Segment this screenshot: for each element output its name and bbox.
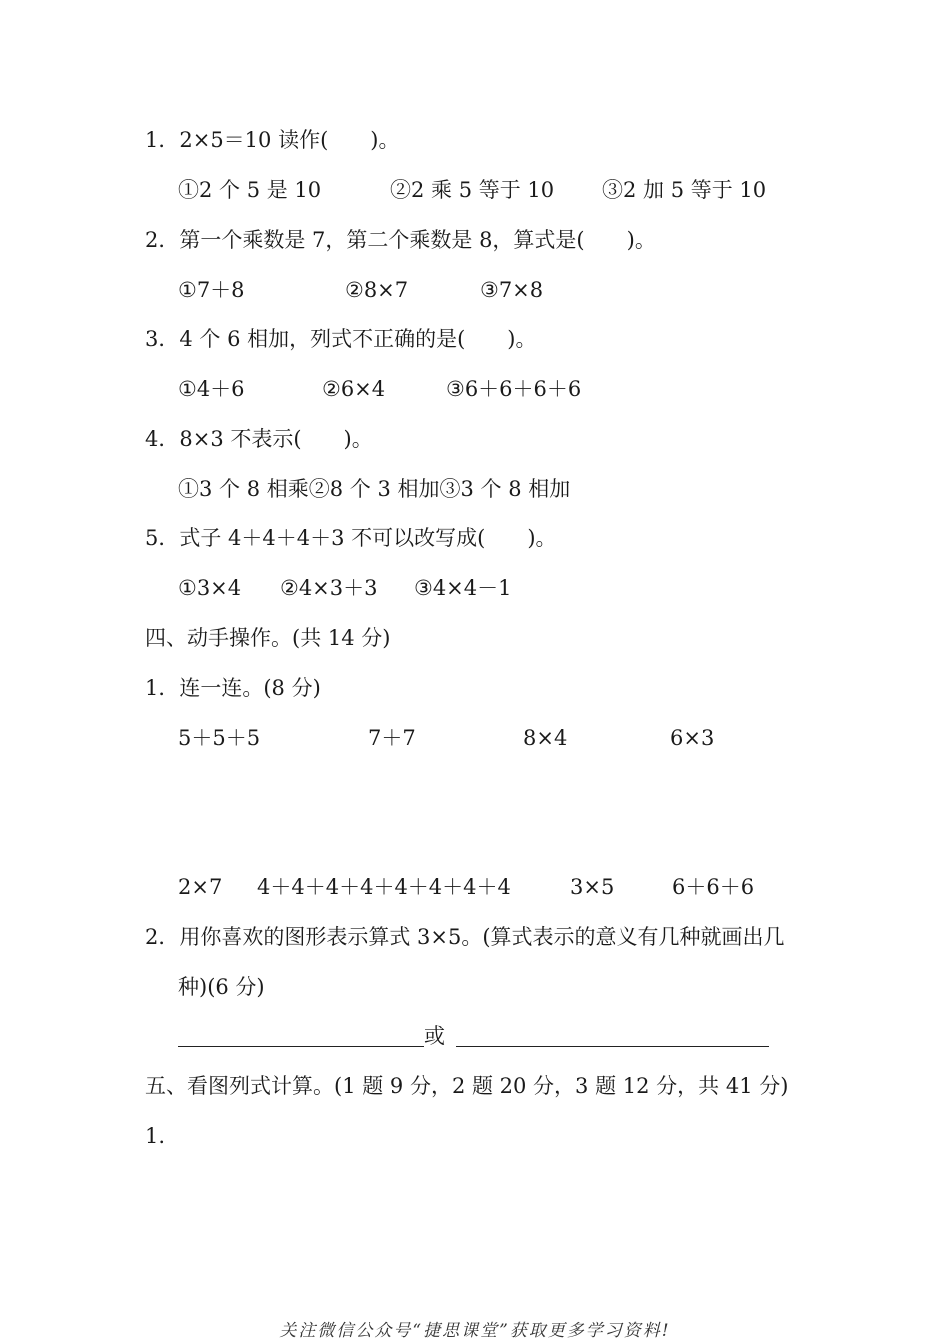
- or-label: 或: [424, 1024, 445, 1048]
- match-top-4[interactable]: 6×3: [670, 726, 715, 750]
- question-2-option-3: ③7×8: [480, 278, 544, 302]
- answer-blank-2[interactable]: [456, 1046, 769, 1047]
- question-3-stem: 3．4 个 6 相加，列式不正确的是( )。: [145, 327, 537, 351]
- question-1-option-3: ③2 加 5 等于 10: [602, 178, 767, 202]
- match-top-2[interactable]: 7＋7: [368, 726, 416, 750]
- section-5-title: 五、看图列式计算。(1 题 9 分，2 题 20 分，3 题 12 分，共 41 分): [145, 1074, 789, 1098]
- match-bottom-1[interactable]: 2×7: [178, 875, 223, 899]
- question-3-option-2: ②6×4: [322, 377, 386, 401]
- question-5-stem: 5．式子 4＋4＋4＋3 不可以改写成( )。: [145, 526, 557, 550]
- question-3-option-1: ①4＋6: [178, 377, 245, 401]
- section-5-q1-label: 1.: [145, 1124, 166, 1148]
- question-2-option-2: ②8×7: [345, 278, 409, 302]
- match-bottom-3[interactable]: 3×5: [570, 875, 615, 899]
- match-bottom-2[interactable]: 4＋4＋4＋4＋4＋4＋4＋4: [257, 875, 511, 899]
- question-1-option-2: ②2 乘 5 等于 10: [390, 178, 555, 202]
- section-4-q2-stem-line2: 种)(6 分): [178, 975, 265, 999]
- question-5-option-2: ②4×3＋3: [280, 576, 378, 600]
- answer-blank-1[interactable]: [178, 1046, 424, 1047]
- question-2-option-1: ①7＋8: [178, 278, 245, 302]
- match-bottom-4[interactable]: 6＋6＋6: [672, 875, 755, 899]
- section-4-q1-stem: 1．连一连。(8 分): [145, 676, 321, 700]
- section-4-q2-stem-line1: 2．用你喜欢的图形表示算式 3×5。(算式表示的意义有几种就画出几: [145, 925, 785, 949]
- question-1-option-1: ①2 个 5 是 10: [178, 178, 322, 202]
- question-2-stem: 2．第一个乘数是 7，第二个乘数是 8，算式是( )。: [145, 228, 656, 252]
- match-top-3[interactable]: 8×4: [523, 726, 568, 750]
- question-4-stem: 4．8×3 不表示( )。: [145, 427, 373, 451]
- question-3-option-3: ③6＋6＋6＋6: [446, 377, 582, 401]
- footer-watermark: 关注微信公众号“捷思课堂”获取更多学习资料!: [279, 1321, 671, 1341]
- question-4-options: ①3 个 8 相乘②8 个 3 相加③3 个 8 相加: [178, 477, 571, 501]
- question-1-stem: 1．2×5＝10 读作( )。: [145, 128, 400, 152]
- question-5-option-1: ①3×4: [178, 576, 242, 600]
- section-4-title: 四、动手操作。(共 14 分): [145, 626, 391, 650]
- match-top-1[interactable]: 5＋5＋5: [178, 726, 261, 750]
- question-5-option-3: ③4×4－1: [414, 576, 512, 600]
